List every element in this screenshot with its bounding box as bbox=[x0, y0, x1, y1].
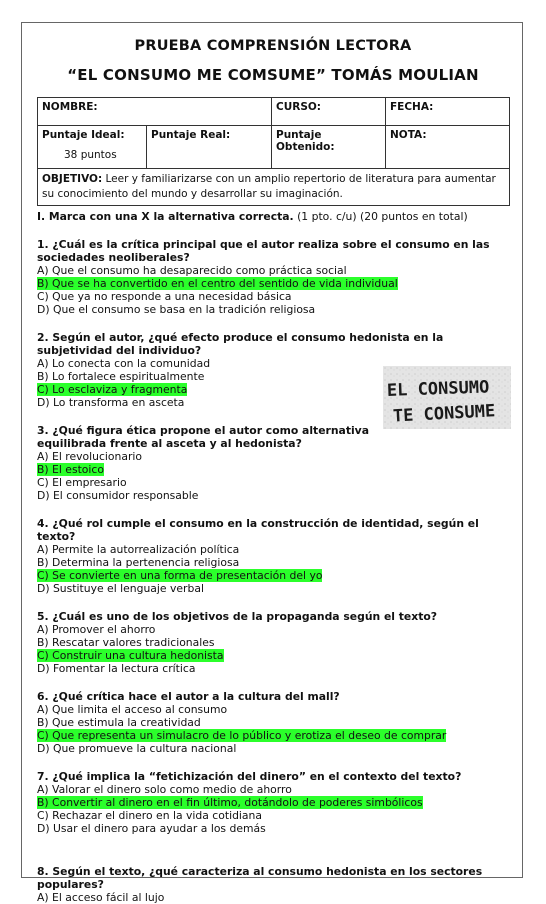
option-8a[interactable]: A) El acceso fácil al lujo bbox=[37, 891, 165, 904]
nota-field[interactable]: NOTA: bbox=[386, 126, 510, 169]
option-5a[interactable]: A) Promover el ahorro bbox=[37, 623, 156, 636]
option-6c bbox=[37, 729, 517, 742]
instruction-rest: (1 pto. c/u) (20 puntos en total) bbox=[293, 210, 468, 223]
graffiti-drawing bbox=[383, 366, 511, 429]
question-4: 4. ¿Qué rol cumple el consumo en la construcción de identidad, según el texto? bbox=[37, 517, 479, 543]
puntaje-obtenido-field[interactable]: Puntaje Obtenido: bbox=[272, 126, 386, 169]
puntaje-ideal-label: Puntaje Ideal: bbox=[42, 129, 125, 141]
objetivo-cell bbox=[38, 169, 510, 206]
option-2a[interactable]: A) Lo conecta con la comunidad bbox=[37, 357, 211, 370]
header-table bbox=[37, 97, 510, 206]
option-3b-highlight[interactable]: B) El estoico bbox=[37, 463, 104, 476]
option-5c bbox=[37, 649, 517, 662]
option-4a[interactable]: A) Permite la autorrealización política bbox=[37, 543, 240, 556]
question-3-line2: equilibrada frente al asceta y al hedonista? bbox=[37, 437, 302, 450]
option-7b bbox=[37, 796, 517, 809]
option-1b bbox=[37, 277, 517, 290]
nombre-field[interactable]: NOMBRE: bbox=[38, 98, 272, 126]
option-3d[interactable]: D) El consumidor responsable bbox=[37, 489, 199, 502]
option-6a[interactable]: A) Que limita el acceso al consumo bbox=[37, 703, 228, 716]
option-1d[interactable]: D) Que el consumo se basa en la tradición religiosa bbox=[37, 303, 316, 316]
puntaje-ideal-value: 38 puntos bbox=[64, 149, 117, 161]
option-7b-highlight[interactable]: B) Convertir al dinero en el fin último, dotándolo de poderes simbólicos bbox=[37, 796, 423, 809]
option-6b[interactable]: B) Que estimula la creatividad bbox=[37, 716, 201, 729]
objetivo-label: OBJETIVO: bbox=[42, 173, 103, 185]
page-title: PRUEBA COMPRENSIÓN LECTORA bbox=[134, 38, 412, 54]
option-5b[interactable]: B) Rescatar valores tradicionales bbox=[37, 636, 215, 649]
option-5c-highlight[interactable]: C) Construir una cultura hedonista bbox=[37, 649, 224, 662]
puntaje-real-field[interactable]: Puntaje Real: bbox=[147, 126, 272, 169]
option-3a[interactable]: A) El revolucionario bbox=[37, 450, 143, 463]
option-3b bbox=[37, 463, 517, 476]
option-2b[interactable]: B) Lo fortalece espiritualmente bbox=[37, 370, 205, 383]
question-3-line1: 3. ¿Qué figura ética propone el autor como alternativa bbox=[37, 424, 369, 437]
questions-section bbox=[37, 210, 517, 904]
option-5d[interactable]: D) Fomentar la lectura crítica bbox=[37, 662, 196, 675]
graffiti-line2: TE CONSUME bbox=[392, 401, 496, 427]
option-1c[interactable]: C) Que ya no responde a una necesidad básica bbox=[37, 290, 292, 303]
question-7: 7. ¿Qué implica la “fetichización del dinero” en el contexto del texto? bbox=[37, 770, 462, 783]
option-7d[interactable]: D) Usar el dinero para ayudar a los demás bbox=[37, 822, 266, 835]
puntaje-ideal-cell bbox=[38, 126, 147, 169]
page-subtitle: “EL CONSUMO ME COMSUME” TOMÁS MOULIAN bbox=[67, 66, 479, 84]
fecha-field[interactable]: FECHA: bbox=[386, 98, 510, 126]
option-4b[interactable]: B) Determina la pertenencia religiosa bbox=[37, 556, 240, 569]
objetivo-text: Leer y familiarizarse con un amplio repertorio de literatura para aumentar su conocimiento del mundo y desarrollar su imaginación. bbox=[42, 173, 496, 200]
option-6d[interactable]: D) Que promueve la cultura nacional bbox=[37, 742, 237, 755]
option-6c-highlight[interactable]: C) Que representa un simulacro de lo público y erotiza el deseo de comprar bbox=[37, 729, 447, 742]
question-1: 1. ¿Cuál es la crítica principal que el autor realiza sobre el consumo en las sociedades neoliberales? bbox=[37, 238, 490, 264]
question-2: 2. Según el autor, ¿qué efecto produce el consumo hedonista en la subjetividad del individuo? bbox=[37, 331, 444, 357]
option-4c bbox=[37, 569, 517, 582]
option-1a[interactable]: A) Que el consumo ha desaparecido como práctica social bbox=[37, 264, 347, 277]
option-2d[interactable]: D) Lo transforma en asceta bbox=[37, 396, 185, 409]
question-6: 6. ¿Qué crítica hace el autor a la cultura del mall? bbox=[37, 690, 340, 703]
question-5: 5. ¿Cuál es uno de los objetivos de la propaganda según el texto? bbox=[37, 610, 438, 623]
option-7c[interactable]: C) Rechazar el dinero en la vida cotidiana bbox=[37, 809, 263, 822]
option-1b-highlight[interactable]: B) Que se ha convertido en el centro del sentido de vida individual bbox=[37, 277, 398, 290]
option-3c[interactable]: C) El empresario bbox=[37, 476, 127, 489]
option-4d[interactable]: D) Sustituye el lenguaje verbal bbox=[37, 582, 204, 595]
instruction bbox=[37, 210, 517, 223]
instruction-bold: I. Marca con una X la alternativa correcta. bbox=[37, 210, 294, 223]
option-2c-highlight[interactable]: C) Lo esclaviza y fragmenta bbox=[37, 383, 188, 396]
graffiti-image bbox=[383, 366, 511, 429]
option-4c-highlight[interactable]: C) Se convierte en una forma de presentación del yo bbox=[37, 569, 323, 582]
question-8: 8. Según el texto, ¿qué caracteriza al consumo hedonista en los sectores populares? bbox=[37, 865, 483, 891]
graffiti-line1: EL CONSUMO bbox=[386, 377, 490, 401]
option-7a[interactable]: A) Valorar el dinero solo como medio de ahorro bbox=[37, 783, 292, 796]
curso-field[interactable]: CURSO: bbox=[272, 98, 386, 126]
